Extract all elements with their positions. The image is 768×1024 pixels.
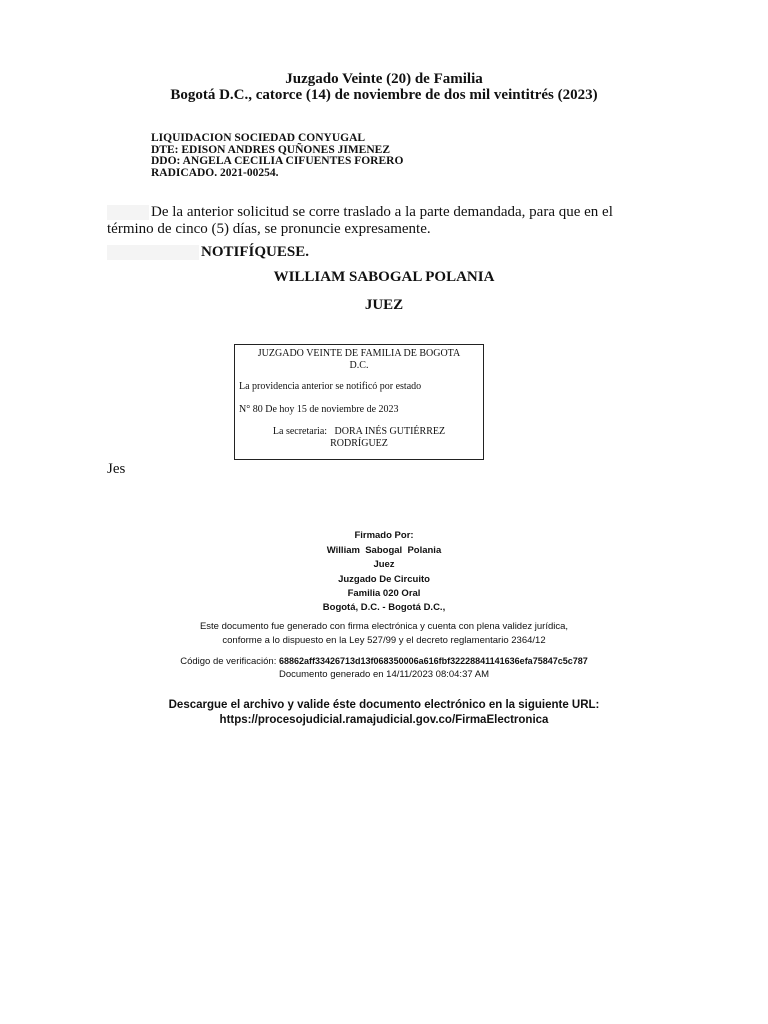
verification-code: 68862aff33426713d13f068350006a616fbf32228841141636efa75847c5c787	[278, 656, 588, 666]
notification-stamp	[234, 344, 484, 460]
order-line-2: término de cinco (5) días, se pronuncie expresamente.	[107, 221, 431, 237]
court-type: Juzgado De Circuito	[338, 574, 430, 585]
court-name: Juzgado Veinte (20) de Familia	[285, 71, 483, 87]
signer-name: William Sabogal Polania	[326, 545, 442, 556]
download-instructions: Descargue el archivo y valide éste documento electrónico en la siguiente URL:	[168, 699, 600, 711]
stamp-title-1: JUZGADO VEINTE DE FAMILIA DE BOGOTA	[257, 348, 461, 359]
signer-role: Juez	[373, 559, 395, 570]
notify-text: NOTIFÍQUESE.	[201, 244, 309, 260]
case-type: LIQUIDACION SOCIEDAD CONYUGAL	[151, 132, 366, 144]
notify-shading	[107, 245, 199, 260]
judge-title: JUEZ	[364, 297, 404, 313]
court-city: Bogotá, D.C. - Bogotá D.C.,	[322, 602, 446, 613]
legal-notice-2: conforme a lo dispuesto en la Ley 527/99 y el decreto reglamentario 2364/12	[222, 635, 546, 646]
signed-by-label: Firmado Por:	[354, 530, 414, 541]
indent-shading	[107, 205, 149, 220]
generated-timestamp: Documento generado en 14/11/2023 08:04:37 AM	[278, 669, 490, 680]
plaintiff: DTE: EDISON ANDRES QUÑONES JIMENEZ	[151, 143, 390, 156]
stamp-secretary-surname: RODRÍGUEZ	[330, 438, 388, 449]
case-number: RADICADO. 2021-00254.	[151, 166, 279, 179]
judge-name: WILLIAM SABOGAL POLANIA	[273, 269, 495, 285]
court-unit: Familia 020 Oral	[347, 588, 421, 599]
defendant: DDO: ANGELA CECILIA CIFUENTES FORERO	[151, 155, 404, 167]
verification-code-line	[0, 655, 768, 668]
initials: Jes	[107, 461, 126, 477]
stamp-notice: La providencia anterior se notificó por estado	[239, 381, 422, 392]
validation-url[interactable]: https://procesojudicial.ramajudicial.gov.co/FirmaElectronica	[219, 714, 549, 726]
stamp-estado: N° 80 De hoy 15 de noviembre de 2023	[239, 404, 399, 415]
date-line: Bogotá D.C., catorce (14) de noviembre de dos mil veintitrés (2023)	[170, 87, 598, 103]
stamp-secretary: La secretaria: DORA INÉS GUTIÉRREZ	[272, 426, 446, 437]
legal-notice-1: Este documento fue generado con firma electrónica y cuenta con plena validez jurídica,	[199, 621, 569, 632]
stamp-title-2: D.C.	[349, 360, 369, 371]
verification-code-label: Código de verificación:	[180, 656, 277, 667]
order-line-1: De la anterior solicitud se corre traslado a la parte demandada, para que en el	[151, 204, 613, 220]
